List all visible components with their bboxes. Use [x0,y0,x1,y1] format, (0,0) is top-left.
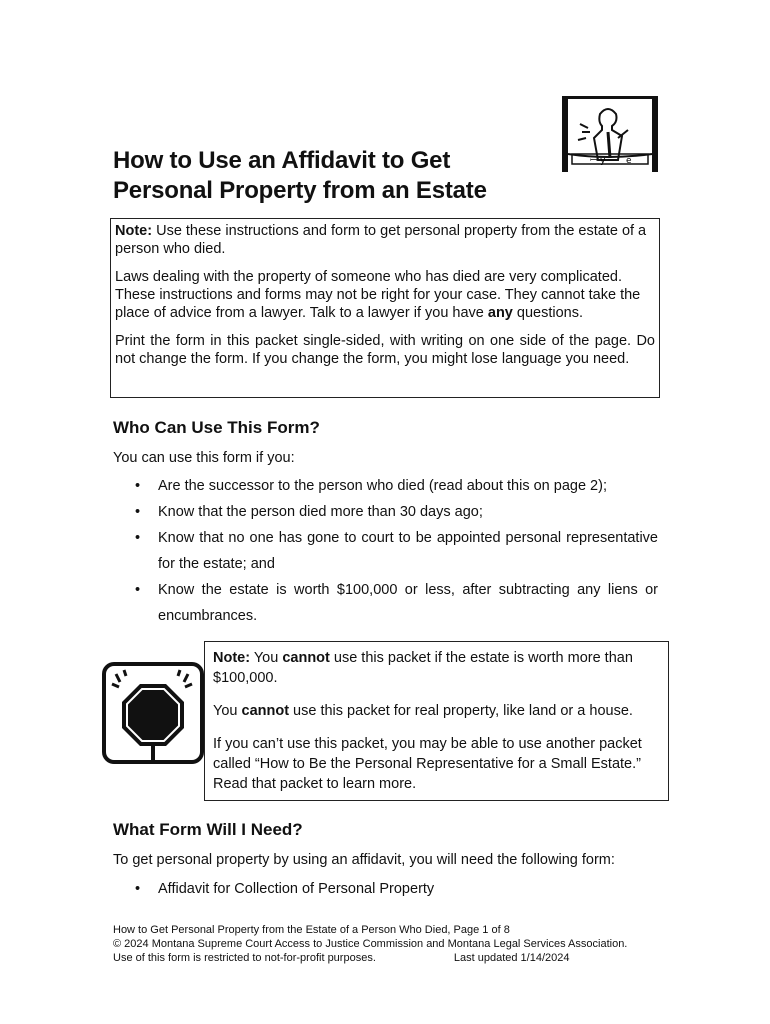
note-paragraph-3: Print the form in this packet single-sided, with writing on one side of the page. Do not change the form. If you change the form, you might lose language you need. [115,333,655,367]
list-item: • Know that no one has gone to court to be appointed personal representative for the estate; and [113,525,658,577]
note-text-1: Use these instructions and form to get personal property from the estate of a person who died. [115,223,647,257]
footer-line-3 [113,951,627,965]
eligibility-list [113,473,658,629]
footer-last-updated: Last updated 1/14/2024 [453,952,570,964]
stop-sign-icon [102,660,204,764]
title-line-2: Personal Property from an Estate [113,177,487,204]
note-paragraph-1 [115,222,655,258]
list-item: • Know that the person died more than 30 days ago; [113,499,658,525]
person-at-counter-illustration [560,94,660,174]
section-heading-what-form: What Form Will I Need? [113,820,303,839]
warning-paragraph-2 [213,701,660,721]
forms-list [113,876,658,902]
note-text-2-bold: any [487,305,513,321]
warning-text-1a: You [250,650,283,666]
list-item: • Know the estate is worth $100,000 or less, after subtracting any liens or encumbrances. [113,577,658,629]
footer-line-2: © 2024 Montana Supreme Court Access to Justice Commission and Montana Legal Services Association. [113,938,628,950]
warning-paragraph-3: If you can’t use this packet, you may be able to use another packet called “How to Be the Personal Representative for a Small Estate.” Read that packet to learn more. [213,736,642,792]
page-footer [113,923,627,965]
warning-text-2-bold: cannot [241,703,290,719]
section-intro-what-form: To get personal property by using an affidavit, you will need the following form: [113,852,615,868]
warning-text-1-bold: cannot [282,650,330,666]
page-title [113,146,543,206]
note-box [110,218,660,398]
footer-line-1: How to Get Personal Property from the Estate of a Person Who Died, Page 1 of 8 [113,924,510,936]
warning-box [204,641,669,801]
footer-restriction: Use of this form is restricted to not-for-profit purposes. [113,952,376,964]
section-heading-who-can-use: Who Can Use This Form? [113,418,320,437]
warning-paragraph-1 [213,648,660,688]
svg-text:e: e [626,156,632,166]
note-paragraph-2 [115,268,655,322]
list-item: • Are the successor to the person who died (read about this on page 2); [113,473,658,499]
list-item: • Affidavit for Collection of Personal Property [113,876,658,902]
title-line-1: How to Use an Affidavit to Get [113,147,451,174]
warning-note-label: Note: [213,650,251,666]
warning-text-2b: use this packet for real property, like land or a house. [289,703,633,719]
section-intro-who-can-use: You can use this form if you: [113,450,295,466]
note-label: Note: [115,223,153,239]
warning-text-2a: You [213,703,242,719]
note-text-2b: questions. [512,305,584,321]
svg-text:ꟷ y: ꟷ y [590,156,606,166]
note-text-2a: Laws dealing with the property of someone who has died are very complicated. These instructions and forms may not be right for your case. They cannot take the place of advice from a lawyer. Talk to a lawyer if you have [115,269,641,321]
warning-text-1b: use this packet if the estate is worth more than $100,000. [213,650,633,686]
